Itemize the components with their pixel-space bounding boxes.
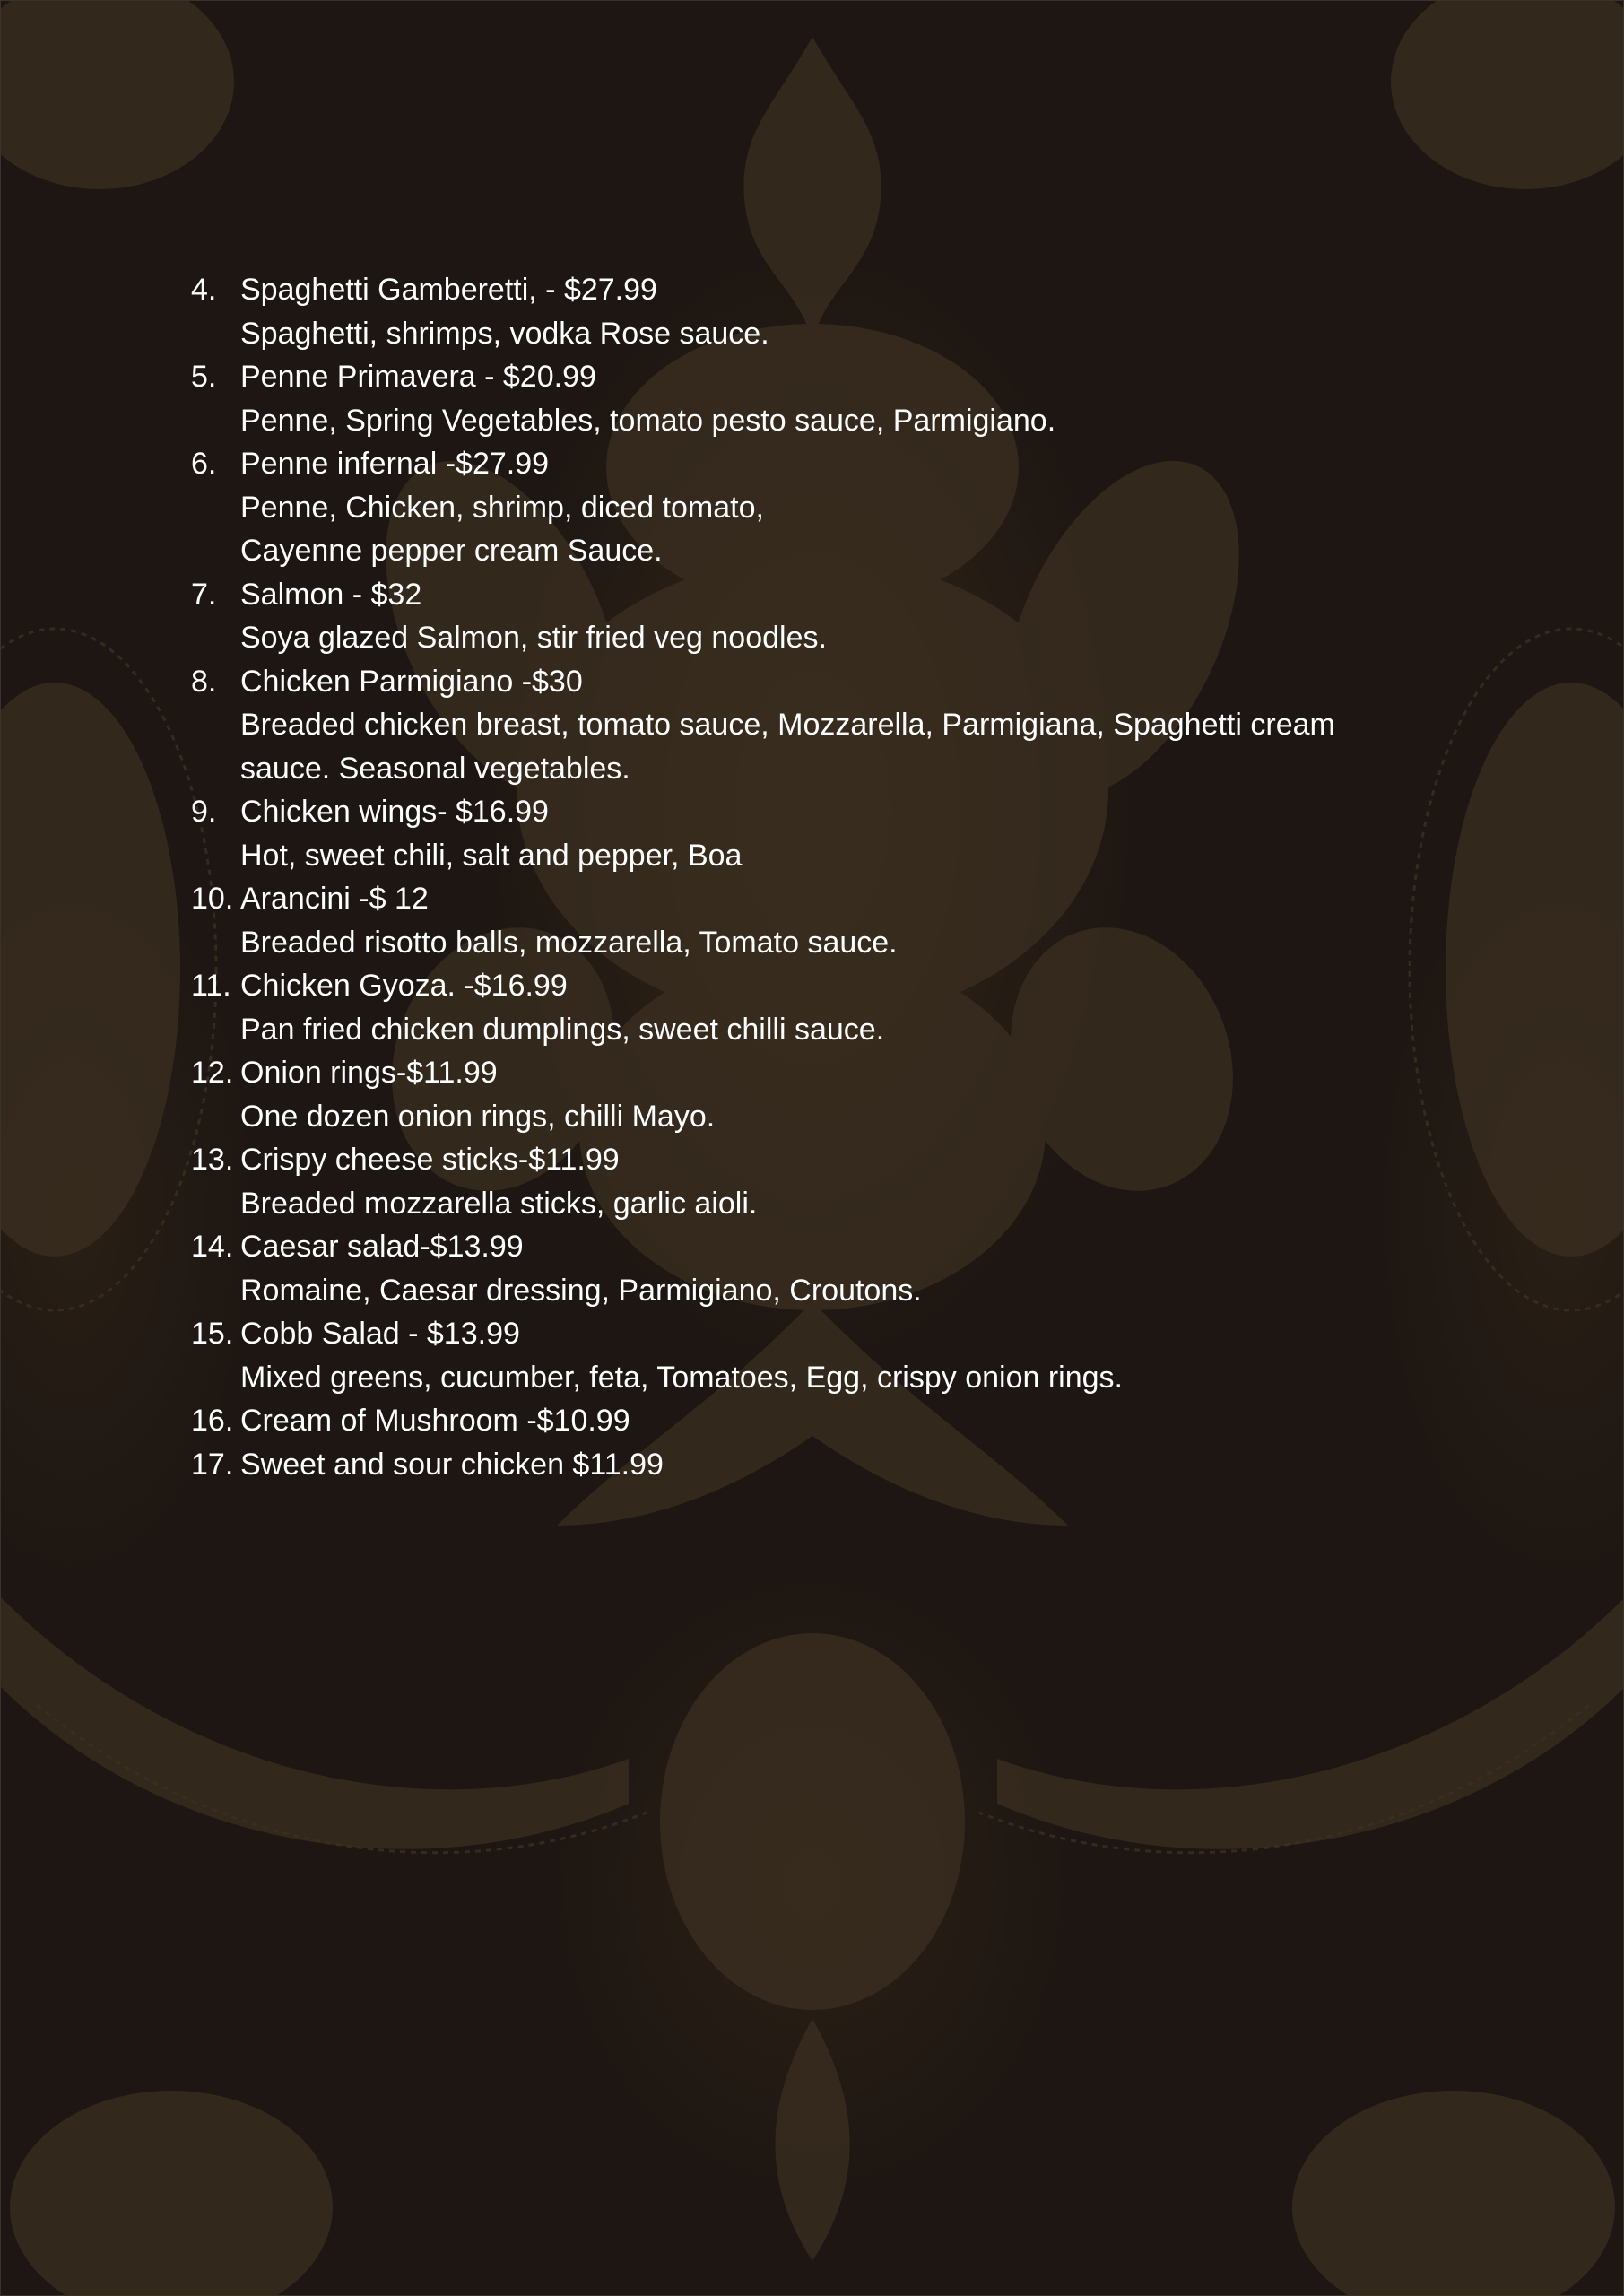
menu-item [191,268,1491,355]
item-title: Cream of Mushroom -$10.99 [240,1404,630,1438]
item-title: Crispy cheese sticks-$11.99 [240,1143,620,1177]
item-title: Cobb Salad - $13.99 [240,1317,520,1351]
item-title: Sweet and sour chicken $11.99 [240,1447,664,1482]
menu-item [191,1312,1491,1399]
item-number: 8. [191,664,217,699]
item-number: 10. [191,882,234,916]
menu-item [191,790,1491,877]
menu-item [191,442,1491,573]
item-description: Penne, Spring Vegetables, tomato pesto sauce, Parmigiano. [240,403,1056,438]
item-number: 12. [191,1056,234,1090]
item-number: 4. [191,273,217,307]
item-number: 9. [191,795,217,829]
item-description: One dozen onion rings, chilli Mayo. [240,1099,716,1134]
menu-item [191,877,1491,964]
item-title: Penne infernal -$27.99 [240,447,550,481]
item-number: 15. [191,1317,234,1351]
menu-item [191,1138,1491,1225]
item-description: Mixed greens, cucumber, feta, Tomatoes, Egg, crispy onion rings. [240,1360,1123,1395]
item-description: Penne, Chicken, shrimp, diced tomato, [240,490,764,525]
menu-item [191,964,1491,1051]
item-title: Chicken wings- $16.99 [240,795,549,829]
item-title: Arancini -$ 12 [240,882,429,916]
item-number: 13. [191,1143,234,1177]
item-description: Hot, sweet chili, salt and pepper, Boa [240,838,743,873]
item-number: 6. [191,447,217,481]
menu-item [191,355,1491,442]
item-description: Spaghetti, shrimps, vodka Rose sauce. [240,316,769,351]
menu-item [191,1225,1491,1312]
item-description: sauce. Seasonal vegetables. [240,751,630,786]
menu-item [191,660,1491,791]
item-number: 17. [191,1447,234,1482]
menu-item [191,1051,1491,1138]
item-number: 7. [191,577,217,612]
item-number: 14. [191,1230,234,1264]
menu-item-list [191,268,1491,1486]
menu-item [191,1443,1491,1487]
item-title: Onion rings-$11.99 [240,1056,498,1090]
item-description: Breaded mozzarella sticks, garlic aioli. [240,1186,758,1221]
item-title: Chicken Gyoza. -$16.99 [240,969,568,1003]
item-number: 16. [191,1404,234,1438]
item-description: Breaded risotto balls, mozzarella, Tomato sauce. [240,925,898,960]
item-description: Breaded chicken breast, tomato sauce, Mozzarella, Parmigiana, Spaghetti cream [240,708,1335,742]
item-title: Caesar salad-$13.99 [240,1230,524,1264]
item-description: Soya glazed Salmon, stir fried veg noodles. [240,621,827,655]
menu-item [191,573,1491,660]
item-title: Chicken Parmigiano -$30 [240,664,583,699]
item-title: Spaghetti Gamberetti, - $27.99 [240,273,657,307]
item-title: Penne Primavera - $20.99 [240,360,596,394]
item-description: Cayenne pepper cream Sauce. [240,534,663,568]
item-number: 5. [191,360,217,394]
item-title: Salmon - $32 [240,577,422,612]
item-description: Romaine, Caesar dressing, Parmigiano, Croutons. [240,1273,922,1308]
item-number: 11. [191,969,231,1003]
menu-item [191,1399,1491,1443]
item-description: Pan fried chicken dumplings, sweet chilli sauce. [240,1012,885,1047]
